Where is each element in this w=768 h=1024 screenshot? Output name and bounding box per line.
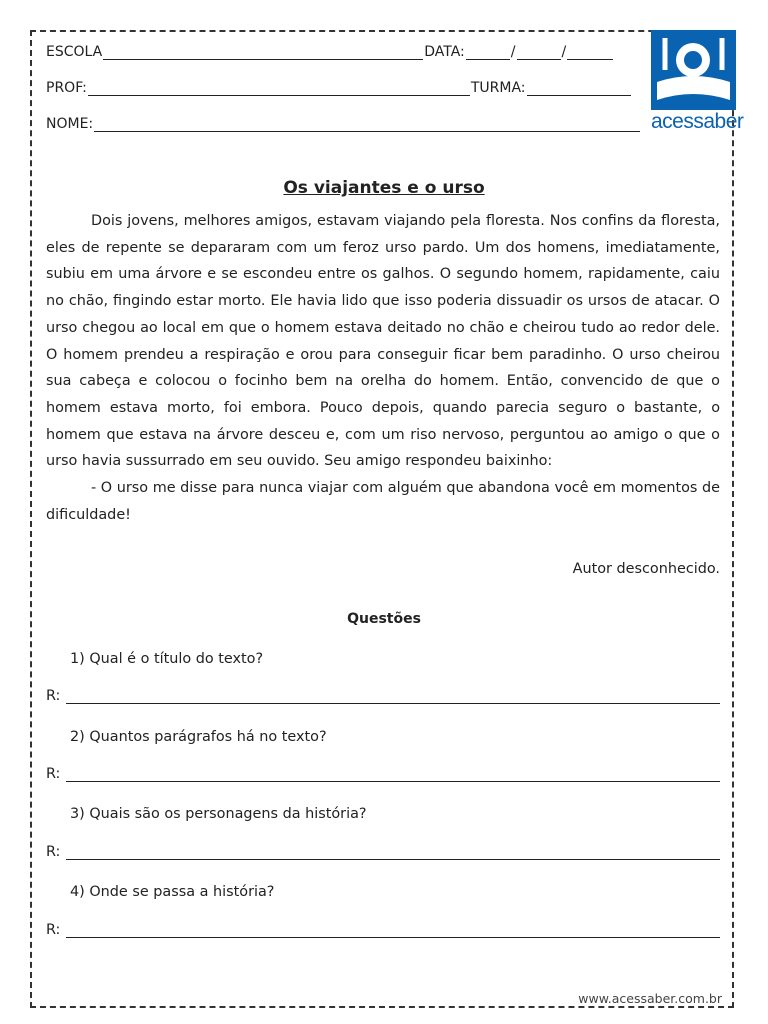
answer-row-1 (46, 688, 720, 704)
answer-row-2 (46, 766, 720, 782)
answer-label: R: (46, 922, 61, 938)
answer-line-3[interactable] (66, 845, 720, 860)
answer-label: R: (46, 766, 61, 782)
school-field-row (46, 44, 614, 60)
story-body (46, 208, 720, 528)
date-label: DATA: (424, 44, 465, 60)
name-field-row (46, 116, 641, 132)
class-label: TURMA: (470, 80, 526, 96)
footer-url[interactable]: www.acessaber.com.br (578, 991, 722, 1006)
answer-row-3 (46, 844, 720, 860)
reader-icon (651, 30, 736, 110)
question-3: 3) Quais são os personagens da história? (70, 806, 367, 822)
answer-label: R: (46, 688, 61, 704)
answer-line-2[interactable] (66, 767, 720, 782)
teacher-field-row (46, 80, 632, 96)
acessaber-logo (651, 30, 744, 134)
story-paragraph: Dois jovens, melhores amigos, estavam viajando pela floresta. Nos confins da floresta, eles de repente se depararam com um feroz urso pardo. Um dos homens, imediatamente, subiu em uma árvore e se escondeu entre os galhos. O segundo homem, rapidamente, caiu no chão, fingindo estar morto. Ele havia lido que isso poderia dissuadir os ursos de atacar. O urso chegou ao local em que o homem estava deitado no chão e cheirou tudo ao redor dele. O homem prendeu a respiração e orou para conseguir ficar bem paradinho. O urso cheirou sua cabeça e colocou o focinho bem na orelha do homem. Então, convencido de que o homem estava morto, foi embora. Pouco depois, quando parecia seguro o bastante, o homem que estava na árvore desceu e, com um riso nervoso, perguntou ao amigo o que o urso havia sussurrado em seu ouvido. Seu amigo respondeu baixinho: (46, 213, 720, 470)
school-input-line[interactable] (103, 45, 423, 60)
date-separator: / (510, 44, 516, 60)
question-2: 2) Quantos parágrafos há no texto? (70, 729, 327, 745)
name-input-line[interactable] (94, 117, 640, 132)
logo-wordmark: acessaber (651, 110, 744, 133)
date-day-line[interactable] (466, 45, 510, 60)
answer-label: R: (46, 844, 61, 860)
question-1: 1) Qual é o título do texto? (70, 651, 264, 667)
teacher-label: PROF: (46, 80, 87, 96)
date-year-line[interactable] (567, 45, 613, 60)
name-label: NOME: (46, 116, 94, 132)
questions-heading: Questões (347, 611, 421, 627)
school-label: ESCOLA (46, 44, 103, 60)
question-4: 4) Onde se passa a história? (70, 884, 275, 900)
class-input-line[interactable] (527, 81, 631, 96)
date-month-line[interactable] (517, 45, 561, 60)
teacher-input-line[interactable] (88, 81, 470, 96)
story-paragraph: - O urso me disse para nunca viajar com alguém que abandona você em momentos de dificuldade! (46, 480, 720, 523)
logo-emblem (651, 30, 736, 110)
answer-row-4 (46, 922, 720, 938)
answer-line-1[interactable] (66, 689, 720, 704)
story-title: Os viajantes e o urso (283, 178, 485, 198)
date-separator: / (561, 44, 567, 60)
story-author: Autor desconhecido. (572, 561, 720, 577)
answer-line-4[interactable] (66, 923, 720, 938)
